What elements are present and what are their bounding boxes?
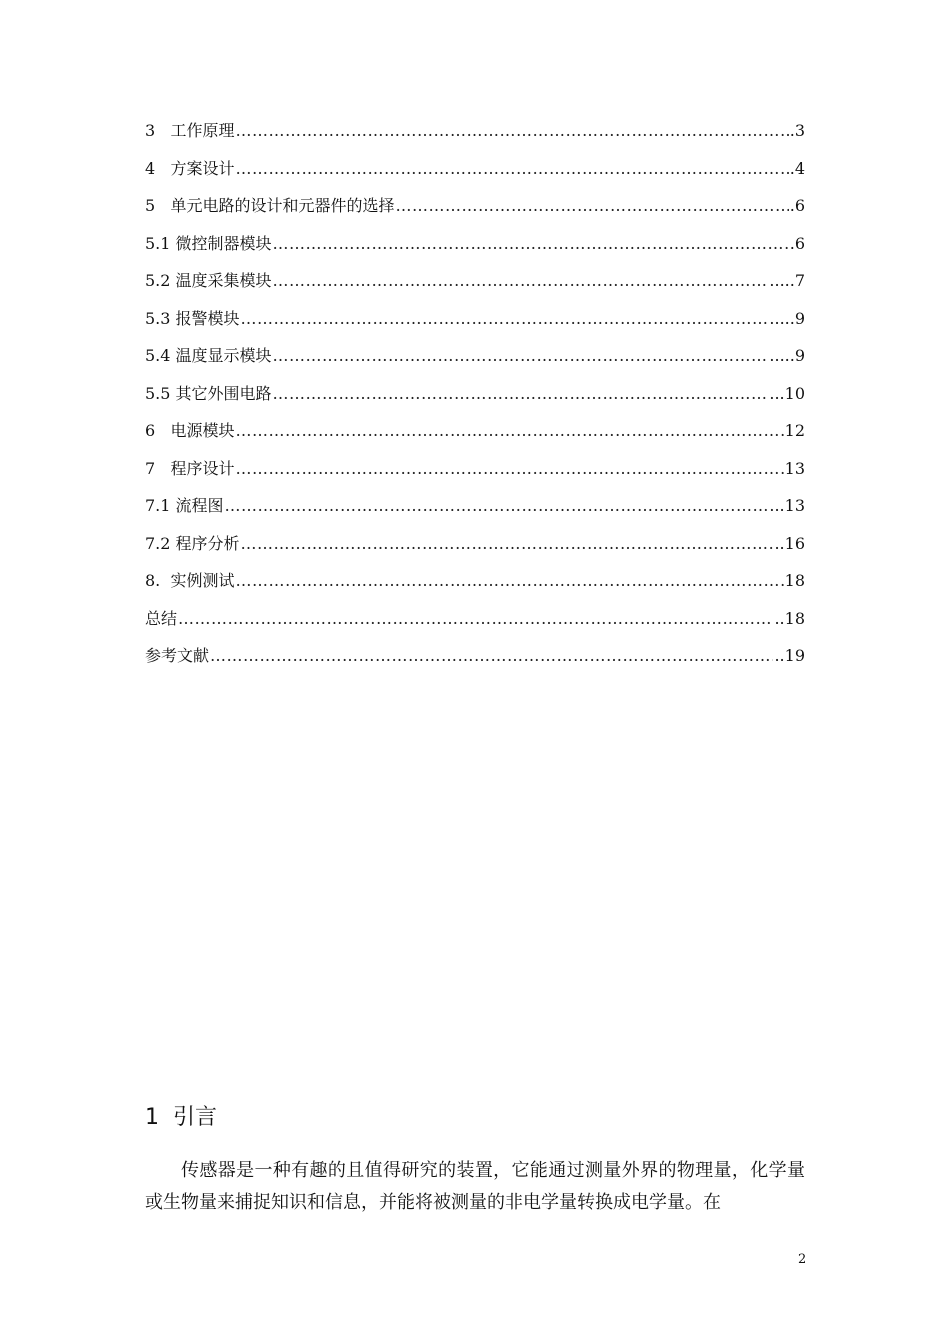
toc-page: ..18	[774, 608, 805, 628]
toc-page: .3	[789, 121, 805, 140]
toc-number: 5.5	[145, 383, 176, 403]
toc-page: .....9	[769, 346, 805, 365]
toc-number: 5.4	[145, 346, 176, 365]
toc-entry[interactable]	[145, 643, 805, 681]
toc-title: 总结	[145, 608, 178, 628]
toc-title: 工作原理	[170, 121, 235, 140]
toc-leader-dots	[235, 159, 788, 178]
toc-page: .6	[789, 196, 805, 215]
body-paragraph: 传感器是一种有趣的且值得研究的装置，它能通过测量外界的物理量，化学量或生物量来捕捉知识和信息，并能将被测量的非电学量转换成电学量。在	[145, 1160, 805, 1213]
toc-leader-dots	[225, 496, 769, 515]
toc-entry[interactable]	[145, 418, 805, 456]
toc-leader-dots	[241, 534, 774, 553]
toc-page: 12	[784, 421, 805, 440]
toc-page: .6	[789, 233, 805, 253]
toc-page: .....9	[769, 308, 805, 328]
page-number: 2	[798, 1252, 807, 1267]
toc-title: 电源模块	[170, 421, 235, 440]
toc-page: ...13	[769, 496, 805, 515]
toc-title: 温度显示模块	[175, 346, 272, 365]
toc-number: 4	[145, 158, 171, 178]
toc-entry[interactable]	[145, 381, 805, 419]
toc-page: ..19	[774, 646, 805, 665]
toc-entry[interactable]	[145, 193, 805, 231]
section-title: 引言	[173, 1105, 218, 1130]
toc-page: 18	[784, 571, 805, 590]
toc-title: 单元电路的设计和元器件的选择	[170, 196, 395, 215]
toc-number: 5.3	[145, 308, 176, 328]
toc-entry[interactable]	[145, 456, 805, 494]
toc-page: .....7	[769, 271, 805, 290]
toc-number: 7	[145, 458, 171, 478]
toc-leader-dots	[273, 384, 769, 403]
toc-leader-dots	[241, 309, 769, 328]
toc-title: 报警模块	[175, 308, 240, 328]
toc-leader-dots	[210, 646, 773, 665]
toc-title: 实例测试	[170, 571, 235, 590]
toc-number: 7.1	[145, 496, 176, 515]
toc-entry[interactable]	[145, 118, 805, 156]
toc-title: 温度采集模块	[175, 271, 272, 290]
toc-entry[interactable]	[145, 306, 805, 344]
toc-entry[interactable]	[145, 568, 805, 606]
toc-leader-dots	[235, 121, 788, 140]
toc-entry[interactable]	[145, 606, 805, 644]
toc-entry[interactable]	[145, 343, 805, 381]
table-of-contents	[145, 118, 805, 681]
toc-leader-dots	[235, 459, 783, 478]
toc-entry[interactable]	[145, 156, 805, 194]
toc-number: 7.2	[145, 533, 176, 553]
toc-page: ...10	[769, 383, 805, 403]
toc-page: ..16	[774, 533, 805, 553]
toc-page: 13	[784, 458, 805, 478]
toc-leader-dots	[178, 609, 773, 628]
toc-entry[interactable]	[145, 268, 805, 306]
toc-number: 5	[145, 196, 171, 215]
section-number: 1	[145, 1105, 159, 1130]
section-heading	[145, 1100, 217, 1131]
toc-page: .4	[789, 158, 805, 178]
toc-number: 5.2	[145, 271, 176, 290]
toc-title: 流程图	[175, 496, 224, 515]
toc-leader-dots	[395, 196, 788, 215]
toc-entry[interactable]	[145, 493, 805, 531]
toc-title: 微控制器模块	[175, 233, 272, 253]
toc-title: 方案设计	[170, 158, 235, 178]
toc-title: 程序分析	[175, 533, 240, 553]
toc-leader-dots	[273, 346, 769, 365]
toc-leader-dots	[235, 571, 783, 590]
toc-title: 其它外围电路	[175, 383, 272, 403]
toc-title: 程序设计	[170, 458, 235, 478]
toc-number: 5.1	[145, 233, 176, 253]
toc-number: 8.	[145, 571, 171, 590]
toc-number: 3	[145, 121, 171, 140]
toc-leader-dots	[273, 234, 789, 253]
toc-entry[interactable]	[145, 531, 805, 569]
toc-title: 参考文献	[145, 646, 210, 665]
toc-leader-dots	[273, 271, 769, 290]
toc-number: 6	[145, 421, 171, 440]
toc-entry[interactable]	[145, 231, 805, 269]
toc-leader-dots	[235, 421, 783, 440]
